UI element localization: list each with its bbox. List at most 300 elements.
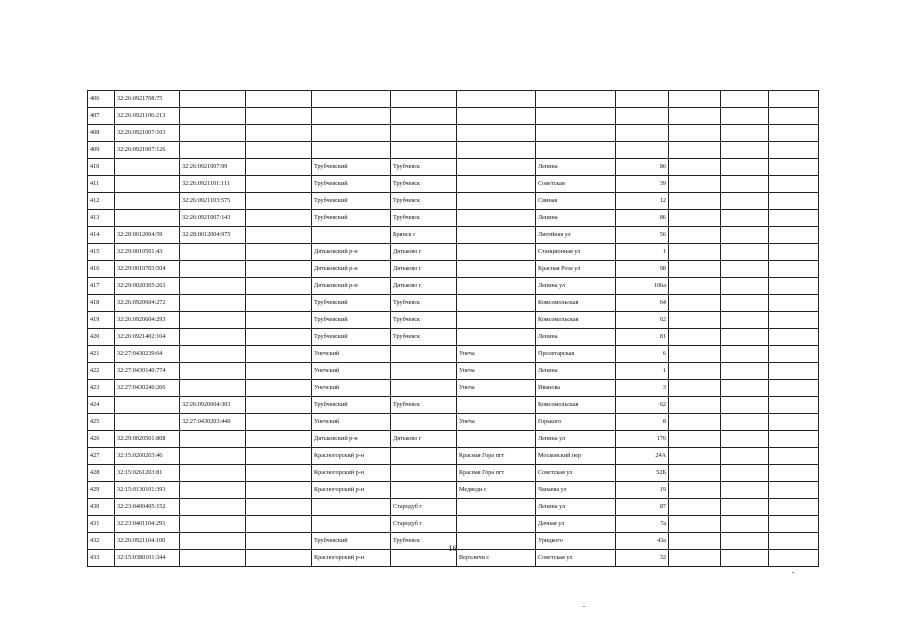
cell-settlement xyxy=(457,312,536,329)
cell-premise xyxy=(246,295,312,312)
scan-speck xyxy=(792,572,794,573)
cell-district: Унечский xyxy=(312,414,391,431)
cell-col-11 xyxy=(721,312,769,329)
cell-house-number xyxy=(616,142,669,159)
cell-city: Трубчевск xyxy=(391,159,457,176)
table-row xyxy=(88,482,819,499)
cell-cadastral-number-building xyxy=(180,516,246,533)
cell-settlement xyxy=(457,278,536,295)
cell-cadastral-number-building xyxy=(180,125,246,142)
cell-cadastral-number: 32:15:0130101:393 xyxy=(115,482,180,499)
cell-district: Трубчевский xyxy=(312,312,391,329)
cell-col-12 xyxy=(769,329,819,346)
cell-street: Урицкого xyxy=(536,533,616,550)
cell-district: Трубчевский xyxy=(312,295,391,312)
cell-col-11 xyxy=(721,397,769,414)
cell-col-10 xyxy=(669,227,721,244)
cell-premise xyxy=(246,244,312,261)
cell-premise xyxy=(246,91,312,108)
cell-street: Красная Роза ул xyxy=(536,261,616,278)
cell-cadastral-number: 32:26:0921708:75 xyxy=(115,91,180,108)
cell-row-number: 428 xyxy=(88,465,115,482)
cell-settlement xyxy=(457,397,536,414)
cell-col-11 xyxy=(721,108,769,125)
cell-street: Ленина xyxy=(536,329,616,346)
cell-row-number: 421 xyxy=(88,346,115,363)
cell-row-number: 423 xyxy=(88,380,115,397)
cell-premise xyxy=(246,516,312,533)
cell-district: Трубчевский xyxy=(312,397,391,414)
cell-district xyxy=(312,108,391,125)
cell-col-12 xyxy=(769,261,819,278)
cell-col-12 xyxy=(769,125,819,142)
cell-cadastral-number-building xyxy=(180,142,246,159)
cell-city: Трубчевск xyxy=(391,176,457,193)
cell-house-number: 52Б xyxy=(616,465,669,482)
cell-house-number: 86 xyxy=(616,159,669,176)
cell-house-number: 62 xyxy=(616,397,669,414)
cell-district: Трубчевский xyxy=(312,210,391,227)
cell-row-number: 417 xyxy=(88,278,115,295)
cell-col-10 xyxy=(669,244,721,261)
cell-col-10 xyxy=(669,346,721,363)
cell-col-12 xyxy=(769,516,819,533)
cell-city: Трубчевск xyxy=(391,295,457,312)
cell-cadastral-number-building xyxy=(180,346,246,363)
table-row xyxy=(88,244,819,261)
cell-col-12 xyxy=(769,346,819,363)
cell-street: Иванова xyxy=(536,380,616,397)
table-row xyxy=(88,142,819,159)
cell-premise xyxy=(246,176,312,193)
cell-row-number: 432 xyxy=(88,533,115,550)
cell-col-11 xyxy=(721,431,769,448)
cell-col-11 xyxy=(721,159,769,176)
cell-cadastral-number: 32:26:0921104:100 xyxy=(115,533,180,550)
cell-col-10 xyxy=(669,108,721,125)
cell-col-11 xyxy=(721,346,769,363)
cell-city: Дятьково г xyxy=(391,431,457,448)
cell-district: Трубчевский xyxy=(312,329,391,346)
table-row xyxy=(88,346,819,363)
cell-settlement xyxy=(457,516,536,533)
cell-col-11 xyxy=(721,193,769,210)
cell-col-10 xyxy=(669,329,721,346)
cell-col-10 xyxy=(669,499,721,516)
cell-cadastral-number-building: 32:28:0012004:975 xyxy=(180,227,246,244)
cell-cadastral-number-building xyxy=(180,431,246,448)
cell-premise xyxy=(246,210,312,227)
cell-col-12 xyxy=(769,465,819,482)
cell-row-number: 433 xyxy=(88,550,115,567)
cell-house-number: 1 xyxy=(616,244,669,261)
register-table xyxy=(87,90,819,567)
cell-house-number: 98 xyxy=(616,261,669,278)
cell-district: Трубчевский xyxy=(312,193,391,210)
cell-cadastral-number xyxy=(115,176,180,193)
cell-cadastral-number-building xyxy=(180,108,246,125)
cell-house-number: 1 xyxy=(616,363,669,380)
cell-settlement xyxy=(457,210,536,227)
cell-cadastral-number-building: 32:26:0920604:303 xyxy=(180,397,246,414)
cell-col-12 xyxy=(769,244,819,261)
cell-col-10 xyxy=(669,380,721,397)
cell-cadastral-number-building xyxy=(180,244,246,261)
cell-settlement: Унеча xyxy=(457,346,536,363)
table-row xyxy=(88,465,819,482)
cell-premise xyxy=(246,380,312,397)
cell-premise xyxy=(246,346,312,363)
cell-cadastral-number: 32:15:0380101:344 xyxy=(115,550,180,567)
table-row xyxy=(88,448,819,465)
cell-cadastral-number: 32:26:0920604:293 xyxy=(115,312,180,329)
cell-city xyxy=(391,125,457,142)
cell-row-number: 424 xyxy=(88,397,115,414)
cell-cadastral-number: 32:29:0010501:43 xyxy=(115,244,180,261)
cell-street: Ленина ул xyxy=(536,431,616,448)
cell-city: Дятьково г xyxy=(391,278,457,295)
cell-district xyxy=(312,91,391,108)
cell-cadastral-number-building xyxy=(180,295,246,312)
cell-col-11 xyxy=(721,414,769,431)
cell-house-number: 8 xyxy=(616,414,669,431)
cell-settlement xyxy=(457,295,536,312)
cell-city xyxy=(391,108,457,125)
cell-col-12 xyxy=(769,499,819,516)
cell-row-number: 409 xyxy=(88,142,115,159)
cell-col-10 xyxy=(669,295,721,312)
cell-city: Брянск г xyxy=(391,227,457,244)
cell-house-number: 176 xyxy=(616,431,669,448)
cell-street: Советская xyxy=(536,176,616,193)
cell-cadastral-number: 32:26:0921106:213 xyxy=(115,108,180,125)
table-body xyxy=(88,91,819,567)
cell-city: Трубчевск xyxy=(391,329,457,346)
cell-settlement xyxy=(457,227,536,244)
cell-cadastral-number-building xyxy=(180,261,246,278)
cell-city xyxy=(391,91,457,108)
cell-cadastral-number: 32:26:0921007:126 xyxy=(115,142,180,159)
cell-row-number: 420 xyxy=(88,329,115,346)
cell-house-number: 24А xyxy=(616,448,669,465)
cell-street: Станционная ул xyxy=(536,244,616,261)
cell-premise xyxy=(246,278,312,295)
cell-row-number: 416 xyxy=(88,261,115,278)
cell-cadastral-number-building xyxy=(180,312,246,329)
cell-col-10 xyxy=(669,448,721,465)
cell-col-12 xyxy=(769,176,819,193)
cell-cadastral-number-building: 32:26:0921103:575 xyxy=(180,193,246,210)
cell-district: Дятьковский р-н xyxy=(312,261,391,278)
cell-col-12 xyxy=(769,312,819,329)
cell-cadastral-number: 32:23:0400405:152 xyxy=(115,499,180,516)
table-row xyxy=(88,159,819,176)
cell-col-12 xyxy=(769,295,819,312)
cell-premise xyxy=(246,261,312,278)
cell-col-12 xyxy=(769,193,819,210)
cell-cadastral-number xyxy=(115,159,180,176)
table-row xyxy=(88,363,819,380)
cell-col-11 xyxy=(721,91,769,108)
cell-cadastral-number xyxy=(115,193,180,210)
cell-premise xyxy=(246,108,312,125)
cell-settlement xyxy=(457,329,536,346)
cell-row-number: 419 xyxy=(88,312,115,329)
cell-cadastral-number: 32:27:0430239:64 xyxy=(115,346,180,363)
cell-house-number: 12 xyxy=(616,193,669,210)
cell-street: Пролетарская xyxy=(536,346,616,363)
cell-cadastral-number: 32:29:0010703:504 xyxy=(115,261,180,278)
table-row xyxy=(88,193,819,210)
cell-house-number: 7а xyxy=(616,516,669,533)
cell-cadastral-number-building: 32:26:0921101:111 xyxy=(180,176,246,193)
cell-district xyxy=(312,125,391,142)
table-row xyxy=(88,329,819,346)
cell-district: Трубчевский xyxy=(312,176,391,193)
table-row xyxy=(88,397,819,414)
cell-cadastral-number: 32:26:0920604:272 xyxy=(115,295,180,312)
cell-cadastral-number: 32:15:0260203:46 xyxy=(115,448,180,465)
cell-cadastral-number xyxy=(115,210,180,227)
cell-settlement: Красная Гора пгт xyxy=(457,448,536,465)
table-row xyxy=(88,295,819,312)
cell-row-number: 412 xyxy=(88,193,115,210)
cell-settlement xyxy=(457,142,536,159)
cell-district: Унечский xyxy=(312,363,391,380)
cell-street: Комсомольская xyxy=(536,312,616,329)
cell-premise xyxy=(246,448,312,465)
cell-cadastral-number: 32:26:0921402:104 xyxy=(115,329,180,346)
cell-cadastral-number: 32:26:0921007:103 xyxy=(115,125,180,142)
cell-col-10 xyxy=(669,397,721,414)
cell-city xyxy=(391,363,457,380)
cell-cadastral-number xyxy=(115,414,180,431)
cell-col-10 xyxy=(669,516,721,533)
cell-district xyxy=(312,499,391,516)
cell-district: Дятьковский р-н xyxy=(312,278,391,295)
cell-cadastral-number: 32:27:0430246:206 xyxy=(115,380,180,397)
cell-city: Дятьково г xyxy=(391,261,457,278)
table-row xyxy=(88,210,819,227)
cell-col-12 xyxy=(769,278,819,295)
cell-house-number: 3 xyxy=(616,380,669,397)
cell-row-number: 415 xyxy=(88,244,115,261)
cell-row-number: 411 xyxy=(88,176,115,193)
cell-house-number: 43а xyxy=(616,533,669,550)
cell-street: Советская ул xyxy=(536,550,616,567)
cell-settlement: Красная Гора пгт xyxy=(457,465,536,482)
cell-settlement xyxy=(457,176,536,193)
cell-street: Ленина xyxy=(536,363,616,380)
cell-col-12 xyxy=(769,91,819,108)
cell-house-number xyxy=(616,125,669,142)
cell-col-10 xyxy=(669,431,721,448)
cell-street: Свиная xyxy=(536,193,616,210)
cell-street: Чапаева ул xyxy=(536,482,616,499)
cell-city: Стародуб г xyxy=(391,499,457,516)
cell-street: Комсомольская xyxy=(536,295,616,312)
cell-col-10 xyxy=(669,91,721,108)
cell-district: Красногорский р-н xyxy=(312,465,391,482)
cell-row-number: 406 xyxy=(88,91,115,108)
cell-cadastral-number-building xyxy=(180,465,246,482)
cell-city: Дятьково г xyxy=(391,244,457,261)
table-row xyxy=(88,516,819,533)
cell-city xyxy=(391,465,457,482)
cell-col-12 xyxy=(769,448,819,465)
scan-speck xyxy=(583,606,585,607)
cell-col-10 xyxy=(669,363,721,380)
cell-col-10 xyxy=(669,278,721,295)
cell-col-11 xyxy=(721,448,769,465)
cell-premise xyxy=(246,329,312,346)
cell-col-11 xyxy=(721,176,769,193)
cell-premise xyxy=(246,397,312,414)
cell-settlement: Медведи с xyxy=(457,482,536,499)
cell-col-11 xyxy=(721,261,769,278)
cell-premise xyxy=(246,363,312,380)
cell-row-number: 410 xyxy=(88,159,115,176)
cell-street: Дачная ул xyxy=(536,516,616,533)
cell-house-number: 56 xyxy=(616,227,669,244)
cell-premise xyxy=(246,193,312,210)
cell-city xyxy=(391,482,457,499)
cell-premise xyxy=(246,142,312,159)
cell-city: Трубчевск xyxy=(391,533,457,550)
cell-cadastral-number-building xyxy=(180,448,246,465)
cell-city: Трубчевск xyxy=(391,397,457,414)
cell-col-12 xyxy=(769,108,819,125)
cell-premise xyxy=(246,159,312,176)
cell-col-11 xyxy=(721,499,769,516)
cell-col-11 xyxy=(721,142,769,159)
cell-house-number: 86 xyxy=(616,210,669,227)
cell-district xyxy=(312,516,391,533)
cell-street xyxy=(536,108,616,125)
cell-street: Литейная ул xyxy=(536,227,616,244)
cell-street: Советская ул xyxy=(536,465,616,482)
cell-cadastral-number-building xyxy=(180,278,246,295)
cell-premise xyxy=(246,465,312,482)
cell-col-11 xyxy=(721,363,769,380)
cell-cadastral-number: 32:23:0401104:293 xyxy=(115,516,180,533)
cell-street: Московский пер xyxy=(536,448,616,465)
cell-row-number: 429 xyxy=(88,482,115,499)
cell-house-number: 106а xyxy=(616,278,669,295)
table-row xyxy=(88,176,819,193)
cell-cadastral-number-building xyxy=(180,329,246,346)
cell-col-11 xyxy=(721,125,769,142)
table-row xyxy=(88,499,819,516)
table-row xyxy=(88,91,819,108)
cell-col-11 xyxy=(721,380,769,397)
cell-house-number: 32 xyxy=(616,550,669,567)
cell-settlement xyxy=(457,91,536,108)
cell-street: Комсомольская xyxy=(536,397,616,414)
cell-row-number: 414 xyxy=(88,227,115,244)
table-row xyxy=(88,227,819,244)
cell-district: Трубчевский xyxy=(312,159,391,176)
cell-settlement xyxy=(457,499,536,516)
cell-row-number: 407 xyxy=(88,108,115,125)
cell-cadastral-number-building: 32:26:0921007:143 xyxy=(180,210,246,227)
cell-street xyxy=(536,142,616,159)
cell-cadastral-number-building xyxy=(180,91,246,108)
cell-col-11 xyxy=(721,278,769,295)
cell-street xyxy=(536,125,616,142)
cell-col-12 xyxy=(769,397,819,414)
cell-col-12 xyxy=(769,210,819,227)
cell-row-number: 418 xyxy=(88,295,115,312)
cell-district: Дятьковский р-н xyxy=(312,431,391,448)
cell-district xyxy=(312,227,391,244)
cell-cadastral-number-building xyxy=(180,499,246,516)
cell-settlement xyxy=(457,431,536,448)
cell-col-11 xyxy=(721,227,769,244)
table-row xyxy=(88,261,819,278)
cell-settlement xyxy=(457,159,536,176)
cell-col-12 xyxy=(769,414,819,431)
cell-col-12 xyxy=(769,431,819,448)
cell-cadastral-number: 32:29:0020501:808 xyxy=(115,431,180,448)
cell-house-number: 19 xyxy=(616,482,669,499)
cell-premise xyxy=(246,482,312,499)
cell-house-number: 64 xyxy=(616,295,669,312)
cell-settlement: Унеча xyxy=(457,363,536,380)
cell-row-number: 430 xyxy=(88,499,115,516)
cell-col-10 xyxy=(669,193,721,210)
cell-row-number: 431 xyxy=(88,516,115,533)
cell-premise xyxy=(246,431,312,448)
table-row xyxy=(88,108,819,125)
cell-district: Красногорский р-н xyxy=(312,448,391,465)
cell-district xyxy=(312,142,391,159)
cell-col-11 xyxy=(721,244,769,261)
cell-premise xyxy=(246,499,312,516)
cell-settlement xyxy=(457,125,536,142)
cell-col-10 xyxy=(669,125,721,142)
cell-cadastral-number: 32:29:0020305:263 xyxy=(115,278,180,295)
cell-row-number: 408 xyxy=(88,125,115,142)
cell-col-10 xyxy=(669,465,721,482)
cell-col-12 xyxy=(769,227,819,244)
cell-house-number: 87 xyxy=(616,499,669,516)
cell-col-12 xyxy=(769,363,819,380)
cell-col-11 xyxy=(721,210,769,227)
cell-district: Красногорский р-н xyxy=(312,550,391,567)
cell-settlement xyxy=(457,261,536,278)
cell-cadastral-number-building xyxy=(180,380,246,397)
cell-street: Горького xyxy=(536,414,616,431)
cell-col-12 xyxy=(769,380,819,397)
cell-street: Ленина xyxy=(536,210,616,227)
cell-col-10 xyxy=(669,261,721,278)
cell-cadastral-number xyxy=(115,397,180,414)
cell-house-number: 62 xyxy=(616,312,669,329)
cell-house-number: 81 xyxy=(616,329,669,346)
cell-row-number: 427 xyxy=(88,448,115,465)
cell-row-number: 413 xyxy=(88,210,115,227)
cell-settlement: Унеча xyxy=(457,414,536,431)
cell-city xyxy=(391,142,457,159)
cell-settlement xyxy=(457,108,536,125)
cell-city xyxy=(391,414,457,431)
cell-premise xyxy=(246,312,312,329)
cell-col-11 xyxy=(721,295,769,312)
cell-row-number: 425 xyxy=(88,414,115,431)
cell-cadastral-number: 32:28:0012004:59 xyxy=(115,227,180,244)
cell-house-number xyxy=(616,91,669,108)
